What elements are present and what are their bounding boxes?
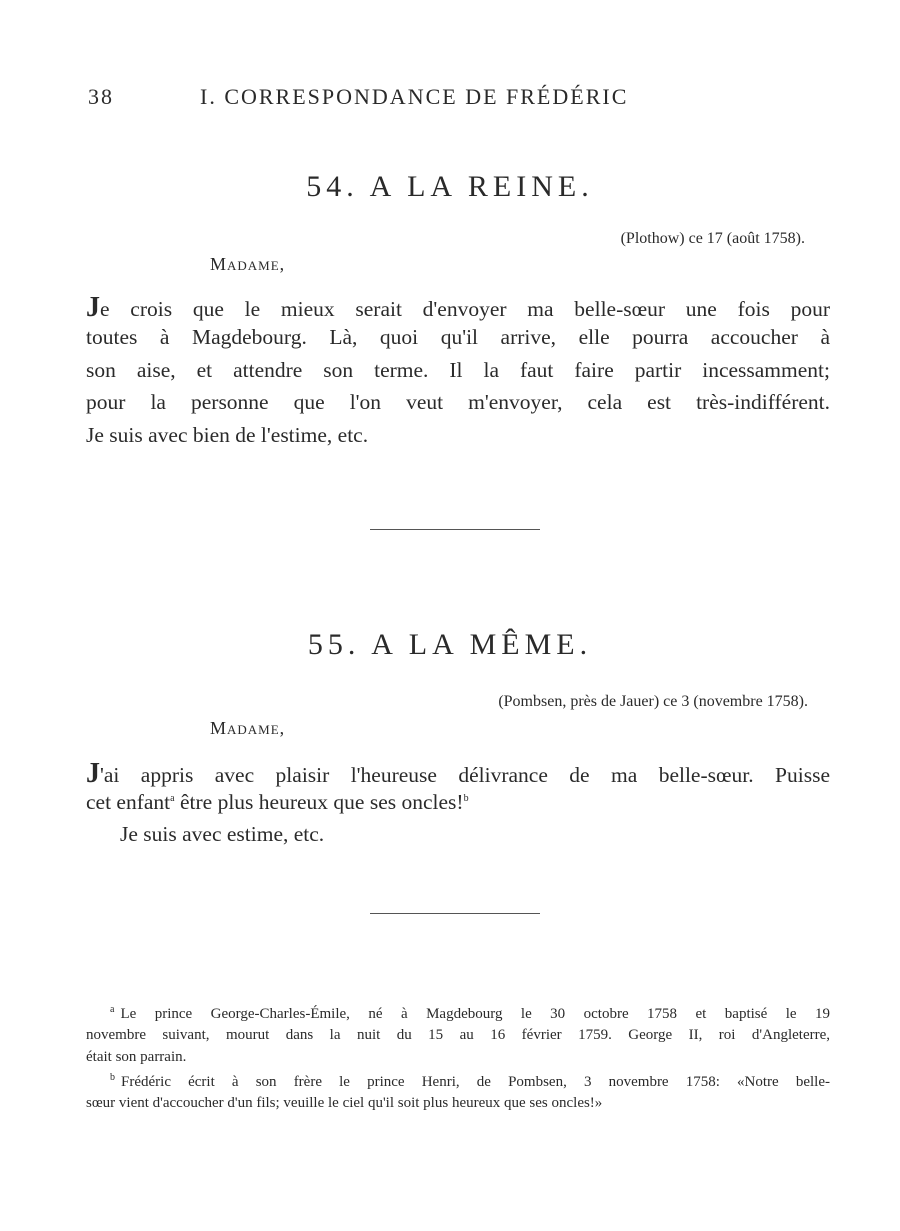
footnote-ref[interactable]: b	[463, 792, 469, 804]
footnote-line: $^b$ Frédéric écrit à son frère le prince Henri, de Pombsen, 3 novembre 1758: «Notre belle-	[110, 1072, 830, 1090]
body-line: pour la personne que l'on veut m'envoyer, cela est très-indifférent.	[86, 390, 830, 414]
page-number: 38	[88, 84, 114, 109]
footnote-line: sœur vient d'accoucher d'un fils; veuille le ciel qu'il soit plus heureux que ses oncles!»	[86, 1095, 603, 1111]
drop-initial: J	[86, 758, 100, 789]
body-line: son aise, et attendre son terme. Il la faut faire partir incessamment;	[86, 358, 830, 382]
salutation: Madame,	[210, 718, 286, 738]
letter-dateline: (Pombsen, près de Jauer) ce 3 (novembre 1758).	[498, 693, 808, 710]
body-line: toutes à Magdebourg. Là, quoi qu'il arrive, elle pourra accoucher à	[86, 325, 830, 349]
body-line: Je suis avec bien de l'estime, etc.	[86, 423, 369, 447]
drop-initial: J	[86, 292, 100, 323]
body-line: Je crois que le mieux serait d'envoyer ma belle-sœur une fois pour	[86, 292, 830, 323]
body-line: J'ai appris avec plaisir l'heureuse délivrance de ma belle-sœur. Puisse	[86, 758, 830, 789]
letter-dateline: (Plothow) ce 17 (août 1758).	[620, 230, 805, 247]
letter-title: 54. A LA REINE.	[306, 170, 594, 203]
footnote-line: novembre suivant, mourut dans la nuit du 15 au 16 février 1759. George II, roi d'Angleterre,	[86, 1027, 830, 1043]
section-divider	[370, 913, 540, 914]
footnote-line: était son parrain.	[86, 1049, 187, 1065]
body-line: Je suis avec estime, etc.	[120, 822, 325, 846]
salutation: Madame,	[210, 254, 286, 274]
running-title: I. CORRESPONDANCE DE FRÉDÉRIC	[200, 84, 629, 109]
body-line: cet enfant$^a$ être plus heureux que ses oncles!$^b$	[86, 790, 469, 814]
footnote-ref[interactable]: a	[170, 792, 175, 804]
letter-title: 55. A LA MÊME.	[307, 628, 593, 661]
section-divider	[370, 529, 540, 530]
footnote-line: $^a$ Le prince George-Charles-Émile, né à Magdebourg le 30 octobre 1758 et baptisé le 19	[110, 1004, 830, 1022]
